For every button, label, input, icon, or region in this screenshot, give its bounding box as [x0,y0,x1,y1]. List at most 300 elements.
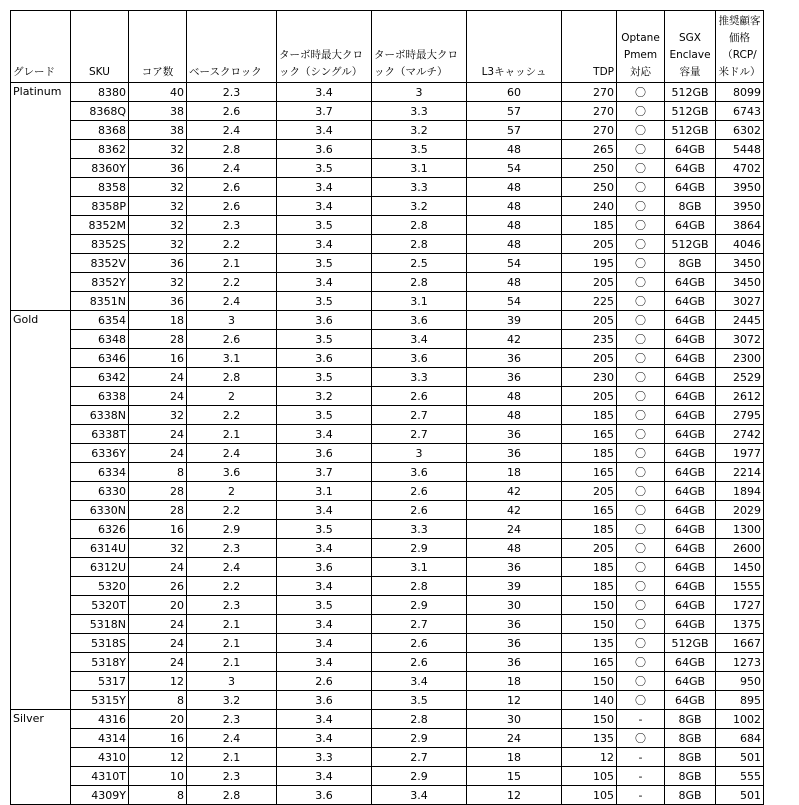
base-clock-cell: 2 [187,482,277,501]
base-clock-cell: 2.4 [187,444,277,463]
price-cell: 684 [716,729,764,748]
sku-cell: 6312U [71,558,129,577]
tdp-cell: 150 [562,596,617,615]
base-clock-cell: 2.2 [187,406,277,425]
sgx-cell: 64GB [665,140,716,159]
sku-cell: 5318S [71,634,129,653]
l3-cache-cell: 48 [467,235,562,254]
turbo-multi-cell: 3.3 [372,520,467,539]
table-row [11,463,764,482]
l3-cache-cell: 24 [467,729,562,748]
table-row [11,748,764,767]
turbo-multi-cell: 3.2 [372,197,467,216]
optane-cell: 〇 [617,577,665,596]
cores-cell: 32 [129,216,187,235]
turbo-single-cell: 3.6 [277,558,372,577]
cores-cell: 28 [129,501,187,520]
cores-cell: 24 [129,634,187,653]
sku-cell: 6346 [71,349,129,368]
turbo-multi-cell: 3.3 [372,368,467,387]
turbo-multi-cell: 2.6 [372,482,467,501]
optane-cell: 〇 [617,558,665,577]
turbo-single-cell: 3.4 [277,273,372,292]
turbo-multi-cell: 2.7 [372,748,467,767]
turbo-multi-cell: 3 [372,83,467,102]
base-clock-cell: 3 [187,311,277,330]
sku-cell: 8368 [71,121,129,140]
sku-cell: 6334 [71,463,129,482]
tdp-cell: 185 [562,216,617,235]
turbo-single-cell: 3.2 [277,387,372,406]
turbo-single-cell: 3.6 [277,786,372,805]
table-row [11,387,764,406]
l3-cache-cell: 48 [467,406,562,425]
l3-cache-cell: 42 [467,330,562,349]
l3-cache-cell: 42 [467,482,562,501]
table-row [11,653,764,672]
sgx-cell: 64GB [665,615,716,634]
tdp-cell: 105 [562,786,617,805]
price-cell: 2612 [716,387,764,406]
optane-cell: - [617,786,665,805]
optane-cell: 〇 [617,615,665,634]
table-row [11,501,764,520]
base-clock-cell: 2.8 [187,368,277,387]
sku-cell: 6330 [71,482,129,501]
tdp-cell: 205 [562,539,617,558]
cores-cell: 24 [129,387,187,406]
price-cell: 3950 [716,197,764,216]
base-clock-cell: 2.1 [187,615,277,634]
price-cell: 5448 [716,140,764,159]
cores-cell: 24 [129,653,187,672]
turbo-single-cell: 3.4 [277,615,372,634]
base-clock-cell: 2.4 [187,121,277,140]
l3-cache-cell: 60 [467,83,562,102]
turbo-single-cell: 3.4 [277,501,372,520]
turbo-single-cell: 3.4 [277,729,372,748]
table-row [11,691,764,710]
base-clock-cell: 2.9 [187,520,277,539]
tdp-cell: 230 [562,368,617,387]
sgx-cell: 64GB [665,596,716,615]
sgx-cell: 512GB [665,235,716,254]
header-sgx: SGX Enclave容量 [665,11,716,83]
base-clock-cell: 2.6 [187,330,277,349]
sgx-cell: 64GB [665,463,716,482]
price-cell: 3450 [716,273,764,292]
l3-cache-cell: 12 [467,691,562,710]
turbo-multi-cell: 2.8 [372,235,467,254]
sgx-cell: 64GB [665,178,716,197]
table-row [11,406,764,425]
grade-cell: Platinum [11,83,71,311]
optane-cell: 〇 [617,425,665,444]
table-row [11,558,764,577]
tdp-cell: 235 [562,330,617,349]
cores-cell: 10 [129,767,187,786]
table-row [11,368,764,387]
turbo-multi-cell: 2.6 [372,501,467,520]
sku-cell: 4310T [71,767,129,786]
table-row [11,311,764,330]
turbo-single-cell: 3.4 [277,577,372,596]
optane-cell: 〇 [617,311,665,330]
sku-cell: 6342 [71,368,129,387]
cores-cell: 20 [129,710,187,729]
turbo-multi-cell: 3.3 [372,178,467,197]
price-cell: 1555 [716,577,764,596]
sgx-cell: 512GB [665,121,716,140]
base-clock-cell: 2.3 [187,596,277,615]
price-cell: 2029 [716,501,764,520]
sku-cell: 8368Q [71,102,129,121]
tdp-cell: 205 [562,311,617,330]
cores-cell: 18 [129,311,187,330]
cores-cell: 24 [129,615,187,634]
cores-cell: 38 [129,121,187,140]
cores-cell: 16 [129,349,187,368]
turbo-single-cell: 3.5 [277,368,372,387]
table-row [11,786,764,805]
tdp-cell: 165 [562,463,617,482]
sgx-cell: 64GB [665,444,716,463]
turbo-single-cell: 3.6 [277,444,372,463]
tdp-cell: 165 [562,653,617,672]
table-row [11,216,764,235]
base-clock-cell: 3.2 [187,691,277,710]
base-clock-cell: 2.8 [187,140,277,159]
l3-cache-cell: 36 [467,425,562,444]
tdp-cell: 185 [562,444,617,463]
l3-cache-cell: 18 [467,748,562,767]
turbo-multi-cell: 2.9 [372,596,467,615]
l3-cache-cell: 48 [467,387,562,406]
turbo-single-cell: 3.7 [277,463,372,482]
price-cell: 1002 [716,710,764,729]
cores-cell: 16 [129,520,187,539]
tdp-cell: 270 [562,83,617,102]
sku-cell: 6338T [71,425,129,444]
sku-cell: 4316 [71,710,129,729]
cores-cell: 32 [129,539,187,558]
price-cell: 1894 [716,482,764,501]
turbo-multi-cell: 2.5 [372,254,467,273]
base-clock-cell: 2.2 [187,577,277,596]
sku-cell: 6336Y [71,444,129,463]
price-cell: 1300 [716,520,764,539]
base-clock-cell: 2.4 [187,558,277,577]
l3-cache-cell: 15 [467,767,562,786]
cores-cell: 36 [129,159,187,178]
tdp-cell: 265 [562,140,617,159]
tdp-cell: 140 [562,691,617,710]
sgx-cell: 64GB [665,216,716,235]
turbo-multi-cell: 2.7 [372,615,467,634]
sku-cell: 6338 [71,387,129,406]
l3-cache-cell: 30 [467,596,562,615]
sgx-cell: 8GB [665,197,716,216]
base-clock-cell: 2.2 [187,235,277,254]
l3-cache-cell: 48 [467,216,562,235]
sgx-cell: 8GB [665,254,716,273]
tdp-cell: 185 [562,406,617,425]
tdp-cell: 225 [562,292,617,311]
turbo-multi-cell: 3.6 [372,311,467,330]
optane-cell: 〇 [617,83,665,102]
l3-cache-cell: 48 [467,539,562,558]
tdp-cell: 150 [562,710,617,729]
table-row [11,520,764,539]
sku-cell: 5320 [71,577,129,596]
optane-cell: - [617,767,665,786]
l3-cache-cell: 48 [467,197,562,216]
cores-cell: 16 [129,729,187,748]
turbo-multi-cell: 2.8 [372,710,467,729]
turbo-single-cell: 3.6 [277,349,372,368]
sgx-cell: 64GB [665,311,716,330]
turbo-single-cell: 2.6 [277,672,372,691]
sku-cell: 8352V [71,254,129,273]
turbo-single-cell: 3.5 [277,292,372,311]
turbo-single-cell: 3.3 [277,748,372,767]
base-clock-cell: 2.6 [187,178,277,197]
cores-cell: 32 [129,273,187,292]
base-clock-cell: 2.1 [187,653,277,672]
price-cell: 6302 [716,121,764,140]
l3-cache-cell: 54 [467,292,562,311]
turbo-multi-cell: 3.6 [372,349,467,368]
grade-cell: Gold [11,311,71,710]
optane-cell: 〇 [617,235,665,254]
table-row [11,710,764,729]
cores-cell: 20 [129,596,187,615]
price-cell: 1977 [716,444,764,463]
base-clock-cell: 2.1 [187,254,277,273]
table-row [11,539,764,558]
l3-cache-cell: 54 [467,254,562,273]
sgx-cell: 64GB [665,406,716,425]
turbo-single-cell: 3.4 [277,710,372,729]
optane-cell: - [617,710,665,729]
turbo-multi-cell: 3.5 [372,691,467,710]
tdp-cell: 150 [562,615,617,634]
optane-cell: 〇 [617,216,665,235]
l3-cache-cell: 57 [467,121,562,140]
optane-cell: 〇 [617,292,665,311]
table-row [11,102,764,121]
optane-cell: - [617,748,665,767]
sgx-cell: 512GB [665,102,716,121]
sgx-cell: 8GB [665,748,716,767]
sgx-cell: 64GB [665,482,716,501]
tdp-cell: 250 [562,178,617,197]
turbo-multi-cell: 3.6 [372,463,467,482]
turbo-single-cell: 3.1 [277,482,372,501]
base-clock-cell: 3.1 [187,349,277,368]
tdp-cell: 205 [562,387,617,406]
base-clock-cell: 2.3 [187,710,277,729]
optane-cell: 〇 [617,140,665,159]
turbo-multi-cell: 2.9 [372,767,467,786]
table-row [11,729,764,748]
tdp-cell: 150 [562,672,617,691]
cores-cell: 12 [129,748,187,767]
cores-cell: 36 [129,254,187,273]
sgx-cell: 64GB [665,159,716,178]
sgx-cell: 512GB [665,634,716,653]
tdp-cell: 12 [562,748,617,767]
header-turbo-multi: ターボ時最大クロック（マルチ） [372,11,467,83]
table-row [11,482,764,501]
base-clock-cell: 2.1 [187,634,277,653]
sgx-cell: 64GB [665,672,716,691]
header-tdp: TDP [562,11,617,83]
base-clock-cell: 2.6 [187,102,277,121]
l3-cache-cell: 48 [467,140,562,159]
l3-cache-cell: 48 [467,178,562,197]
price-cell: 1727 [716,596,764,615]
l3-cache-cell: 39 [467,577,562,596]
turbo-multi-cell: 3 [372,444,467,463]
optane-cell: 〇 [617,691,665,710]
cores-cell: 32 [129,406,187,425]
l3-cache-cell: 12 [467,786,562,805]
base-clock-cell: 2.4 [187,729,277,748]
table-row [11,197,764,216]
l3-cache-cell: 36 [467,444,562,463]
cores-cell: 8 [129,691,187,710]
price-cell: 8099 [716,83,764,102]
base-clock-cell: 2.1 [187,748,277,767]
table-row [11,596,764,615]
base-clock-cell: 2.2 [187,273,277,292]
tdp-cell: 185 [562,558,617,577]
turbo-multi-cell: 3.2 [372,121,467,140]
table-row [11,83,764,102]
sku-cell: 6326 [71,520,129,539]
optane-cell: 〇 [617,330,665,349]
turbo-single-cell: 3.5 [277,216,372,235]
l3-cache-cell: 39 [467,311,562,330]
l3-cache-cell: 36 [467,558,562,577]
table-header [11,11,764,83]
turbo-single-cell: 3.5 [277,596,372,615]
turbo-multi-cell: 3.3 [372,102,467,121]
l3-cache-cell: 36 [467,349,562,368]
sgx-cell: 64GB [665,520,716,539]
l3-cache-cell: 57 [467,102,562,121]
header-l3-cache: L3キャッシュ [467,11,562,83]
sgx-cell: 64GB [665,292,716,311]
optane-cell: 〇 [617,102,665,121]
cores-cell: 24 [129,425,187,444]
l3-cache-cell: 48 [467,273,562,292]
price-cell: 1273 [716,653,764,672]
price-cell: 3950 [716,178,764,197]
cores-cell: 36 [129,292,187,311]
turbo-single-cell: 3.4 [277,634,372,653]
turbo-single-cell: 3.6 [277,140,372,159]
turbo-single-cell: 3.6 [277,311,372,330]
base-clock-cell: 3.6 [187,463,277,482]
sku-cell: 8358 [71,178,129,197]
l3-cache-cell: 18 [467,463,562,482]
tdp-cell: 250 [562,159,617,178]
table-row [11,349,764,368]
table-row [11,121,764,140]
sgx-cell: 8GB [665,729,716,748]
tdp-cell: 205 [562,482,617,501]
optane-cell: 〇 [617,672,665,691]
table-row [11,292,764,311]
cores-cell: 26 [129,577,187,596]
turbo-single-cell: 3.5 [277,330,372,349]
turbo-multi-cell: 2.6 [372,634,467,653]
table-row [11,235,764,254]
sku-cell: 5317 [71,672,129,691]
table-row [11,634,764,653]
sgx-cell: 64GB [665,425,716,444]
sku-cell: 4310 [71,748,129,767]
price-cell: 1667 [716,634,764,653]
table-row [11,577,764,596]
l3-cache-cell: 36 [467,634,562,653]
sku-cell: 6330N [71,501,129,520]
tdp-cell: 205 [562,349,617,368]
l3-cache-cell: 30 [467,710,562,729]
optane-cell: 〇 [617,159,665,178]
turbo-single-cell: 3.5 [277,520,372,539]
cores-cell: 8 [129,463,187,482]
turbo-multi-cell: 2.8 [372,577,467,596]
sgx-cell: 8GB [665,786,716,805]
cores-cell: 32 [129,197,187,216]
header-turbo-single: ターボ時最大クロック（シングル） [277,11,372,83]
l3-cache-cell: 36 [467,653,562,672]
tdp-cell: 205 [562,273,617,292]
turbo-multi-cell: 3.4 [372,330,467,349]
sgx-cell: 64GB [665,558,716,577]
optane-cell: 〇 [617,729,665,748]
table-row [11,615,764,634]
header-sku: SKU [71,11,129,83]
sku-cell: 4309Y [71,786,129,805]
header-cores: コア数 [129,11,187,83]
tdp-cell: 185 [562,577,617,596]
price-cell: 1375 [716,615,764,634]
turbo-multi-cell: 2.9 [372,539,467,558]
l3-cache-cell: 54 [467,159,562,178]
tdp-cell: 105 [562,767,617,786]
sku-cell: 4314 [71,729,129,748]
table-row [11,672,764,691]
cores-cell: 24 [129,558,187,577]
cores-cell: 8 [129,786,187,805]
tdp-cell: 135 [562,729,617,748]
base-clock-cell: 2.3 [187,216,277,235]
header-optane: Optane Pmem対応 [617,11,665,83]
cores-cell: 40 [129,83,187,102]
base-clock-cell: 2 [187,387,277,406]
sgx-cell: 64GB [665,653,716,672]
tdp-cell: 270 [562,102,617,121]
price-cell: 3027 [716,292,764,311]
cores-cell: 24 [129,444,187,463]
sgx-cell: 64GB [665,577,716,596]
turbo-multi-cell: 3.1 [372,292,467,311]
turbo-multi-cell: 2.6 [372,653,467,672]
